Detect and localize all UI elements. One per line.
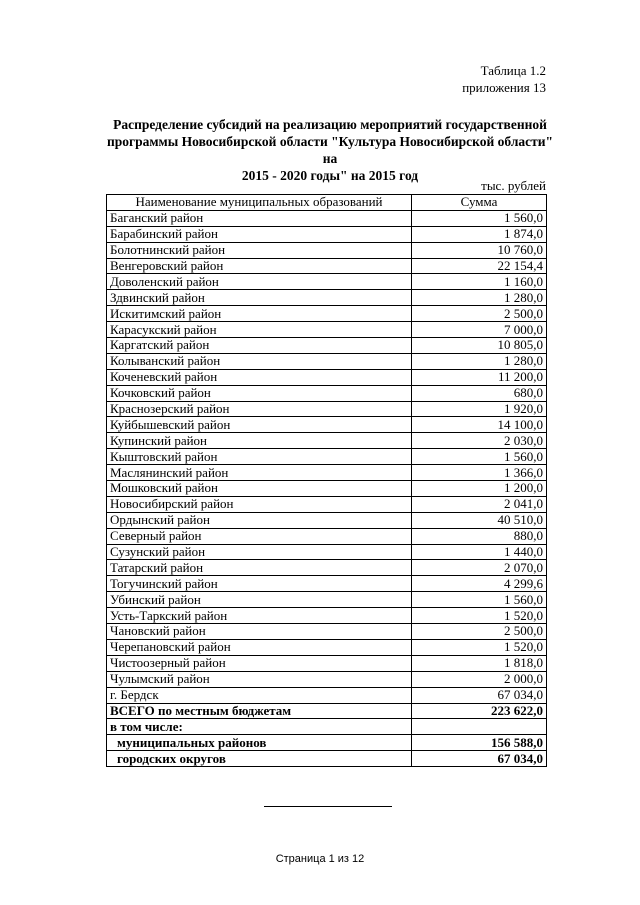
district-amount: 7 000,0 <box>412 322 547 338</box>
district-name: Барабинский район <box>107 226 412 242</box>
title-line-1: Распределение субсидий на реализацию мероприятий государственной <box>113 117 547 132</box>
table-row <box>107 322 547 338</box>
including-amount <box>412 719 547 735</box>
district-amount: 1 280,0 <box>412 353 547 369</box>
district-amount: 2 000,0 <box>412 671 547 687</box>
table-row <box>107 496 547 512</box>
district-amount: 880,0 <box>412 528 547 544</box>
table-row <box>107 385 547 401</box>
district-amount: 10 760,0 <box>412 242 547 258</box>
district-amount: 1 440,0 <box>412 544 547 560</box>
district-name: Купинский район <box>107 433 412 449</box>
table-row <box>107 512 547 528</box>
table-row <box>107 258 547 274</box>
district-amount: 2 030,0 <box>412 433 547 449</box>
table-row <box>107 560 547 576</box>
district-amount: 1 520,0 <box>412 639 547 655</box>
table-row <box>107 465 547 481</box>
table-row <box>107 226 547 242</box>
table-row <box>107 687 547 703</box>
district-name: Маслянинский район <box>107 465 412 481</box>
including-row <box>107 719 547 735</box>
page-footer: Страница 1 из 12 <box>275 853 365 865</box>
district-amount: 2 500,0 <box>412 306 547 322</box>
table-row <box>107 639 547 655</box>
district-name: Здвинский район <box>107 290 412 306</box>
district-amount: 1 874,0 <box>412 226 547 242</box>
document-title <box>100 116 560 184</box>
district-name: Тогучинский район <box>107 576 412 592</box>
district-name: Сузунский район <box>107 544 412 560</box>
municipal-districts-label: муниципальных районов <box>107 735 412 751</box>
table-row <box>107 544 547 560</box>
table-row <box>107 306 547 322</box>
district-name: Баганский район <box>107 210 412 226</box>
total-label: ВСЕГО по местным бюджетам <box>107 703 412 719</box>
urban-districts-amount: 67 034,0 <box>412 751 547 767</box>
table-row <box>107 671 547 687</box>
district-name: Кыштовский район <box>107 449 412 465</box>
district-amount: 2 070,0 <box>412 560 547 576</box>
district-name: Доволенский район <box>107 274 412 290</box>
district-name: Усть-Таркский район <box>107 608 412 624</box>
district-name: Чулымский район <box>107 671 412 687</box>
table-row <box>107 528 547 544</box>
table-row <box>107 242 547 258</box>
district-amount: 67 034,0 <box>412 687 547 703</box>
district-amount: 1 200,0 <box>412 481 547 497</box>
urban-districts-label: городских округов <box>107 751 412 767</box>
district-name: Каргатский район <box>107 338 412 354</box>
title-line-3: 2015 - 2020 годы" на 2015 год <box>241 168 419 183</box>
column-header-name: Наименование муниципальных образований <box>107 195 412 211</box>
district-name: Искитимский район <box>107 306 412 322</box>
units-label: тыс. рублей <box>481 178 546 193</box>
table-header-row <box>107 195 547 211</box>
district-name: Татарский район <box>107 560 412 576</box>
table-number: Таблица 1.2 <box>480 63 546 78</box>
district-amount: 1 560,0 <box>412 592 547 608</box>
district-amount: 1 818,0 <box>412 655 547 671</box>
table-row <box>107 481 547 497</box>
district-amount: 1 160,0 <box>412 274 547 290</box>
footnote-separator <box>264 806 392 807</box>
table-row <box>107 576 547 592</box>
district-name: Коченевский район <box>107 369 412 385</box>
district-name: Чистоозерный район <box>107 655 412 671</box>
table-row <box>107 655 547 671</box>
district-amount: 1 560,0 <box>412 449 547 465</box>
municipal-districts-amount: 156 588,0 <box>412 735 547 751</box>
table-reference <box>462 62 546 96</box>
district-name: Колыванский район <box>107 353 412 369</box>
urban-districts-row <box>107 751 547 767</box>
district-amount: 2 041,0 <box>412 496 547 512</box>
table-row <box>107 210 547 226</box>
table-row <box>107 624 547 640</box>
table-row <box>107 592 547 608</box>
district-name: Ордынский район <box>107 512 412 528</box>
district-amount: 22 154,4 <box>412 258 547 274</box>
district-name: г. Бердск <box>107 687 412 703</box>
table-summary <box>107 703 547 767</box>
table-row <box>107 338 547 354</box>
district-name: Венгеровский район <box>107 258 412 274</box>
district-name: Куйбышевский район <box>107 417 412 433</box>
total-row <box>107 703 547 719</box>
table-row <box>107 417 547 433</box>
district-amount: 1 280,0 <box>412 290 547 306</box>
table-body <box>107 210 547 703</box>
municipal-districts-row <box>107 735 547 751</box>
district-name: Новосибирский район <box>107 496 412 512</box>
table-row <box>107 608 547 624</box>
district-amount: 1 520,0 <box>412 608 547 624</box>
district-name: Северный район <box>107 528 412 544</box>
title-line-2: программы Новосибирской области "Культура Новосибирской области" на <box>106 134 554 166</box>
district-amount: 4 299,6 <box>412 576 547 592</box>
district-name: Убинский район <box>107 592 412 608</box>
table-row <box>107 353 547 369</box>
appendix-number: приложения 13 <box>462 80 546 95</box>
district-amount: 680,0 <box>412 385 547 401</box>
including-label: в том числе: <box>107 719 412 735</box>
district-name: Болотнинский район <box>107 242 412 258</box>
district-name: Карасукский район <box>107 322 412 338</box>
district-amount: 40 510,0 <box>412 512 547 528</box>
district-name: Мошковский район <box>107 481 412 497</box>
district-amount: 1 366,0 <box>412 465 547 481</box>
district-amount: 1 920,0 <box>412 401 547 417</box>
total-amount: 223 622,0 <box>412 703 547 719</box>
table-row <box>107 274 547 290</box>
column-header-amount: Сумма <box>412 195 547 211</box>
district-amount: 2 500,0 <box>412 624 547 640</box>
table-row <box>107 449 547 465</box>
table-row <box>107 369 547 385</box>
district-name: Чановский район <box>107 624 412 640</box>
table-row <box>107 433 547 449</box>
district-amount: 11 200,0 <box>412 369 547 385</box>
district-amount: 1 560,0 <box>412 210 547 226</box>
district-amount: 10 805,0 <box>412 338 547 354</box>
district-name: Черепановский район <box>107 639 412 655</box>
subsidy-table <box>106 194 547 767</box>
district-name: Краснозерский район <box>107 401 412 417</box>
district-name: Кочковский район <box>107 385 412 401</box>
table-row <box>107 290 547 306</box>
district-amount: 14 100,0 <box>412 417 547 433</box>
table-row <box>107 401 547 417</box>
